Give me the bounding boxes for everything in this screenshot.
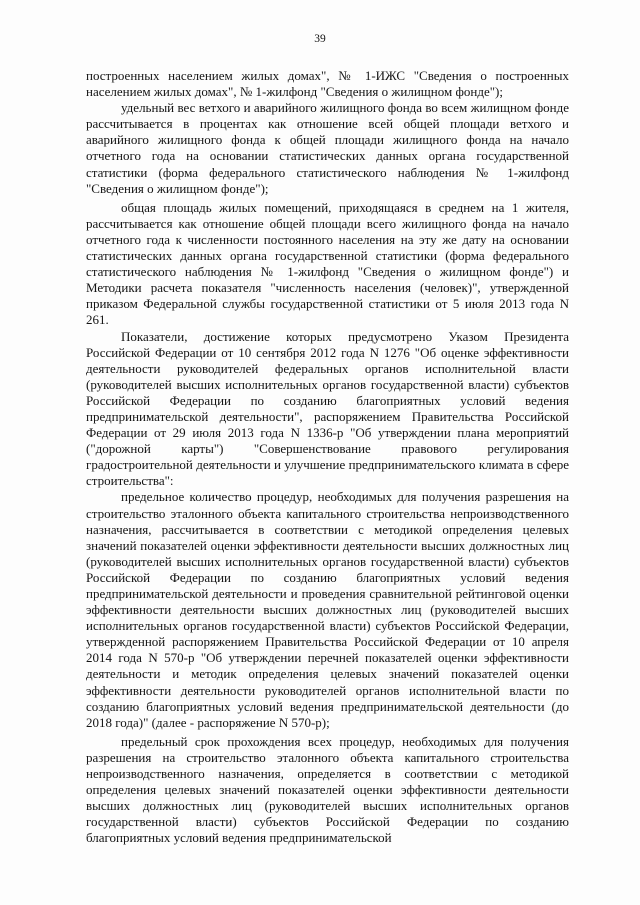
paragraph: предельное количество процедур, необходимых для получения разрешения на строительство эталонного объекта капитального строительства непроизводственного назначения, рассчитывается в соответствии с методикой определения целевых значений показателей оценки эффективности деятельности высших должностных лиц (руководителей высших исполнительных органов государственной власти) субъектов Российской Федерации по созданию благоприятных условий ведения предпринимательской деятельности и проведения сравнительной рейтинговой оценки эффективности деятельности высших должностных лиц (руководителей высших исполнительных органов государственной власти) субъектов Российской Федерации, утвержденной распоряжением Правительства Российской Федерации от 10 апреля 2014 года N 570-р "Об утверждении перечней показателей оценки эффективности деятельности и методик определения целевых значений показателей оценки эффективности деятельности руководителей органов исполнительной власти по созданию благоприятных условий ведения предпринимательской деятельности (до 2018 года)" (далее - распоряжение N 570-р); — [86, 489, 569, 730]
paragraph: предельный срок прохождения всех процедур, необходимых для получения разрешения на строительство эталонного объекта капитального строительства непроизводственного назначения, определяется в соответствии с методикой определения целевых значений показателей оценки эффективности деятельности высших должностных лиц (руководителей высших исполнительных органов государственной власти) субъектов Российской Федерации по созданию благоприятных условий ведения предпринимательской — [86, 733, 569, 846]
body-text — [86, 68, 569, 847]
paragraph: удельный вес ветхого и аварийного жилищного фонда во всем жилищном фонде рассчитывается в процентах как отношение всей общей площади ветхого и аварийного жилищного фонда к общей площади жилищного фонда на начало отчетного года на основании статистических данных органа государственной статистики (форма федерального статистического наблюдения № 1-жилфонд "Сведения о жилищном фонде"); — [86, 100, 569, 196]
paragraph: общая площадь жилых помещений, приходящаяся в среднем на 1 жителя, рассчитывается как отношение общей площади всего жилищного фонда на начало отчетного года к численности постоянного населения на эту же дату на основании статистических данных органа государственной статистики (форма федерального статистического наблюдения № 1-жилфонд "Сведения о жилищном фонде") и Методики расчета показателя "численность населения (человек)", утвержденной приказом Федеральной службы государственной статистики от 5 июля 2013 года N 261. — [86, 199, 569, 328]
paragraph: построенных населением жилых домах", № 1-ИЖС "Сведения о построенных населением жилых домах", № 1-жилфонд "Сведения о жилищном фонде"); — [86, 68, 569, 100]
paragraph: Показатели, достижение которых предусмотрено Указом Президента Российской Федерации от 10 сентября 2012 года N 1276 "Об оценке эффективности деятельности руководителей федеральных органов исполнительной власти (руководителей высших исполнительных органов государственной власти) субъектов Российской Федерации по созданию благоприятных условий ведения предпринимательской деятельности", распоряжением Правительства Российской Федерации от 29 июля 2013 года N 1336-р "Об утверждении плана мероприятий ("дорожной карты") "Совершенствование правового регулирования градостроительной деятельности и улучшение предпринимательского климата в сфере строительства": — [86, 328, 569, 489]
page-number: 39 — [314, 33, 326, 45]
